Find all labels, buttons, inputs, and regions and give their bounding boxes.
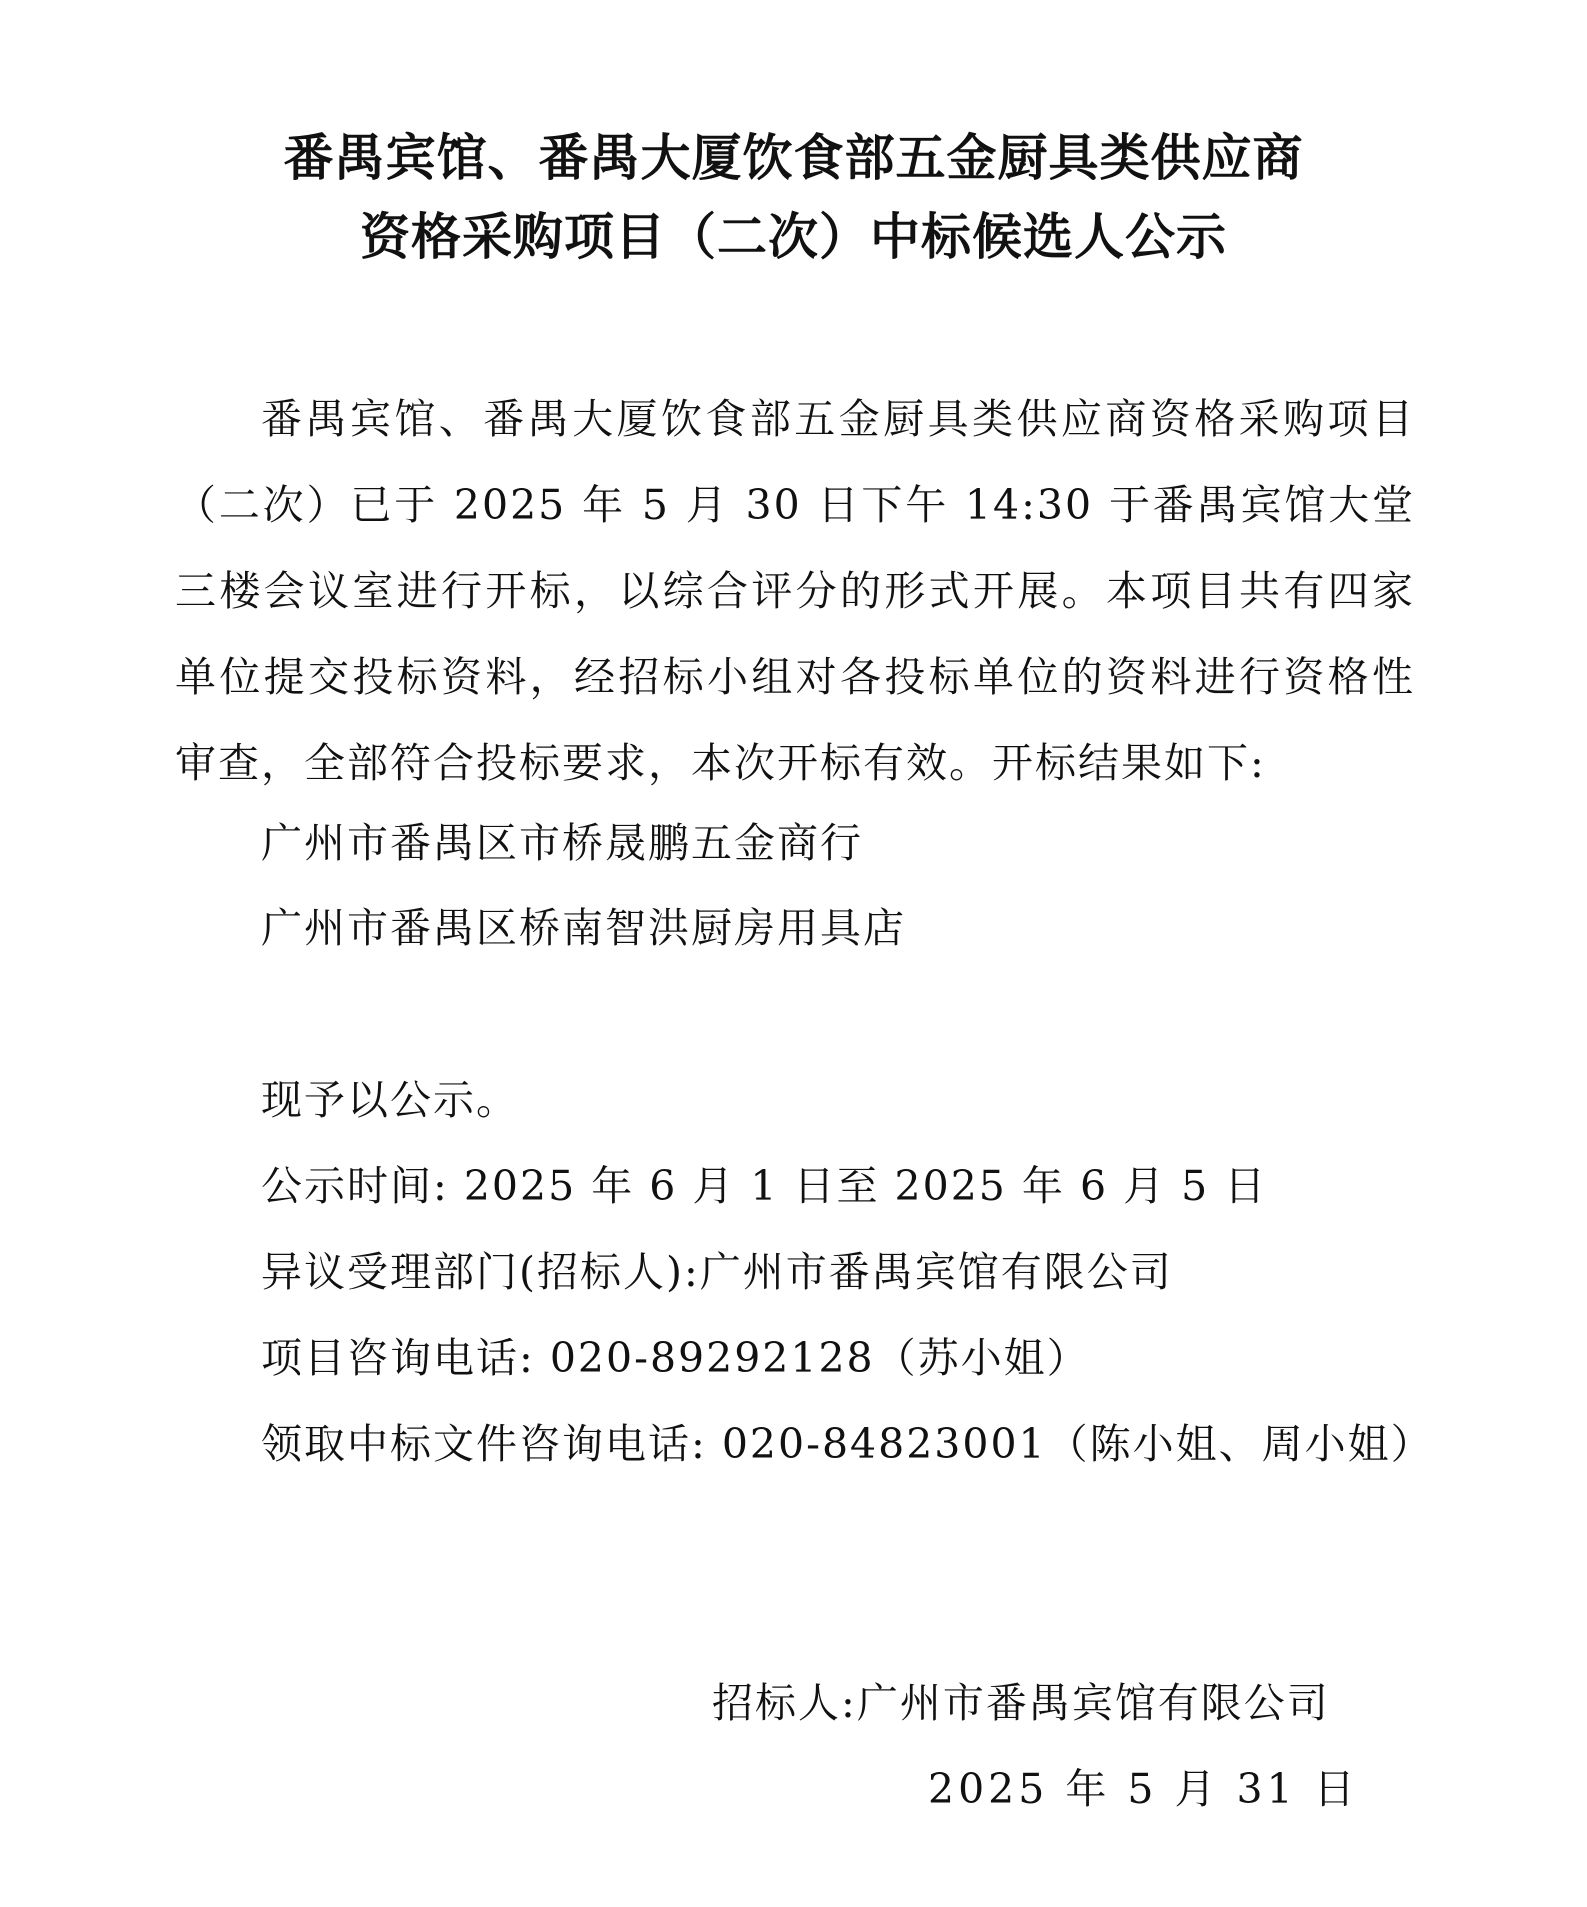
project-phone: 项目咨询电话: 020-89292128（苏小姐） [261, 1334, 1090, 1382]
candidate-2: 广州市番禺区桥南智洪厨房用具店 [261, 904, 906, 952]
candidate-1: 广州市番禺区市桥晟鹏五金商行 [261, 819, 863, 867]
document-title-line-1: 番禺宾馆、番禺大厦饮食部五金厨具类供应商 [283, 129, 1304, 187]
publicity-time: 公示时间: 2025 年 6 月 1 日至 2025 年 6 月 5 日 [261, 1162, 1268, 1210]
objection-department: 异议受理部门(招标人):广州市番禺宾馆有限公司 [261, 1248, 1173, 1296]
signature-date: 2025 年 5 月 31 日 [928, 1765, 1359, 1813]
documents-phone: 领取中标文件咨询电话: 020-84823001（陈小姐、周小姐） [261, 1420, 1434, 1468]
signature-tenderer: 招标人:广州市番禺宾馆有限公司 [712, 1679, 1330, 1727]
announcement-text: 现予以公示。 [261, 1076, 519, 1124]
document-title-line-2: 资格采购项目（二次）中标候选人公示 [360, 208, 1227, 266]
opening-paragraph: 番禺宾馆、番禺大厦饮食部五金厨具类供应商资格采购项目（二次）已于 2025 年 5 月 30 日下午 14:30 于番禺宾馆大堂三楼会议室进行开标，以综合评分的形式开展。本项目共有四家单位提交投标资料，经招标小组对各投标单位的资料进行资格性审查，全部符合投标要求，本次开标有效。开标结果如下: [175, 395, 1415, 787]
